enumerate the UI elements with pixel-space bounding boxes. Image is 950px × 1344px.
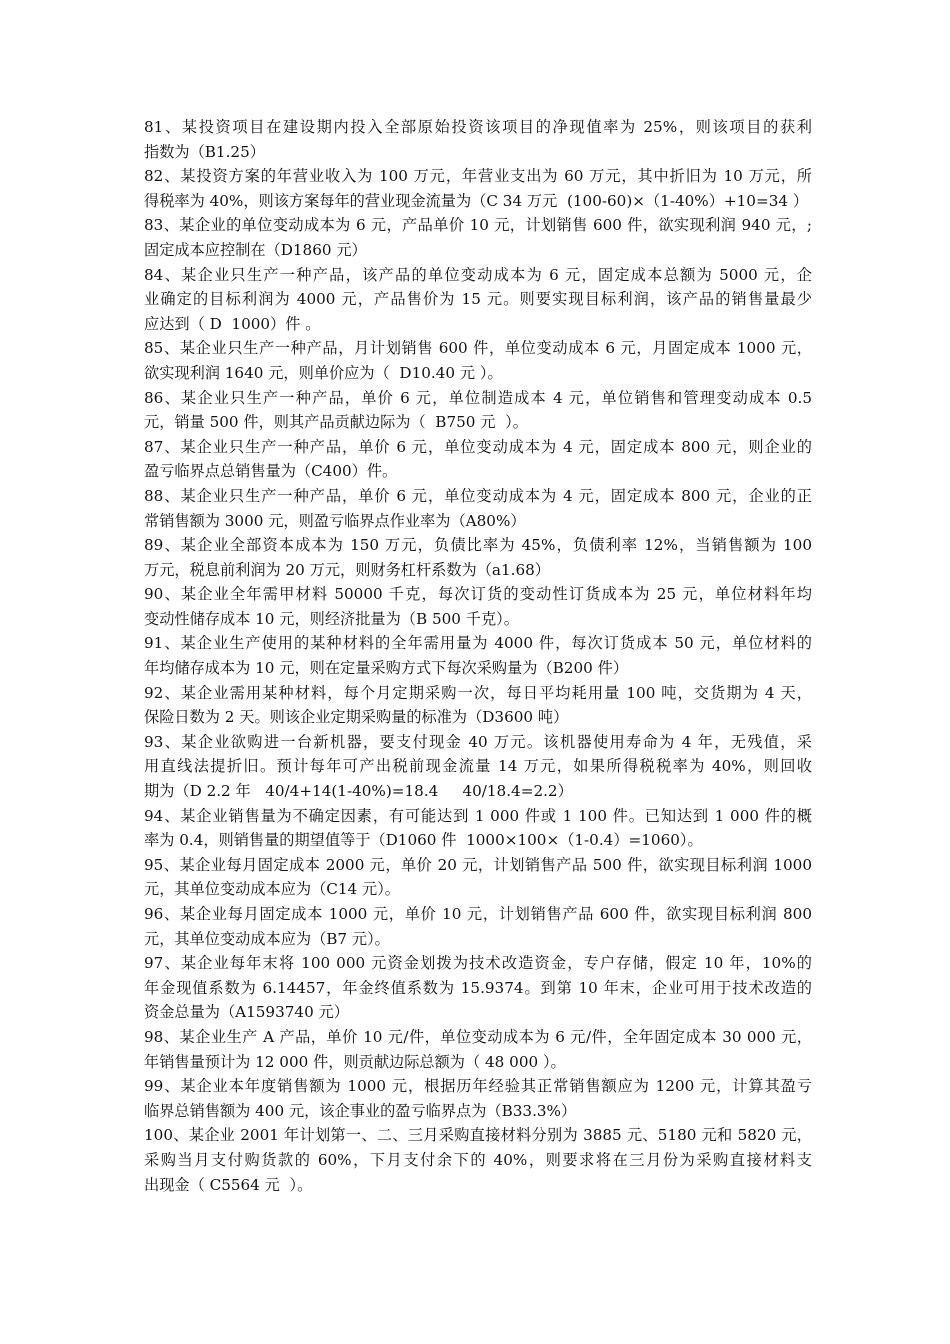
question-line: 得税率为 40%，则该方案每年的营业现金流量为（C 34 万元 (100-60)×（1-40%）+10=34 ） xyxy=(144,191,809,210)
question-line: 82、某投资方案的年营业收入为 100 万元，年营业支出为 60 万元，其中折旧为 10 万元，所 xyxy=(144,167,812,186)
question-line: 100、某企业 2001 年计划第一、二、三月采购直接材料分别为 3885 元、5180 元和 5820 元， xyxy=(144,1126,812,1145)
question-line: 指数为（B1.25） xyxy=(144,142,265,161)
question-line: 81、某投资项目在建设期内投入全部原始投资该项目的净现值率为 25%，则该项目的获利 xyxy=(144,118,812,136)
question-line: 91、某企业生产使用的某种材料的全年需用量为 4000 件，每次订货成本 50 元，单位材料的 xyxy=(144,634,812,653)
question-98 xyxy=(144,1025,812,1074)
question-line: 用直线法提折旧。预计每年可产出税前现金流量 14 万元，如果所得税税率为 40%，则回收 xyxy=(144,757,812,776)
question-line: 保险日数为 2 天。则该企业定期采购量的标准为（D3600 吨） xyxy=(144,708,569,727)
question-line: 87、某企业只生产一种产品，单价 6 元，单位变动成本为 4 元，固定成本 800 元，则企业的 xyxy=(144,437,812,456)
question-line: 变动性储存成本 10 元，则经济批量为（B 500 千克）。 xyxy=(144,609,519,628)
question-line: 年均储存成本为 10 元，则在定量采购方式下每次采购量为（B200 件） xyxy=(144,659,629,678)
question-line: 89、某企业全部资本成本为 150 万元，负债比率为 45%，负债利率 12%，当销售额为 100 xyxy=(144,536,812,555)
question-94 xyxy=(144,804,812,853)
question-91 xyxy=(144,631,812,680)
question-line: 欲实现利润 1640 元，则单价应为（ D10.40 元 ）。 xyxy=(144,363,503,382)
question-line: 88、某企业只生产一种产品，单价 6 元，单位变动成本为 4 元，固定成本 800 元，企业的正 xyxy=(144,486,812,505)
question-line: 85、某企业只生产一种产品，月计划销售 600 件，单位变动成本 6 元，月固定成本 1000 元， xyxy=(144,339,812,358)
question-line: 90、某企业全年需甲材料 50000 千克，每次订货的变动性订货成本为 25 元，单位材料年均 xyxy=(144,585,812,604)
question-97 xyxy=(144,951,812,1025)
question-88 xyxy=(144,484,812,533)
question-line: 出现金（ C5564 元 ）。 xyxy=(144,1175,313,1194)
question-99 xyxy=(144,1074,812,1123)
question-line: 年金现值系数为 6.14457，年金终值系数为 15.9374。到第 10 年末，企业可用于技术改造的 xyxy=(144,978,812,997)
question-line: 84、某企业只生产一种产品，该产品的单位变动成本为 6 元，固定成本总额为 5000 元，企 xyxy=(144,265,812,284)
question-line: 元，其单位变动成本应为（B7 元）。 xyxy=(144,929,390,948)
question-line: 应达到（ D 1000）件 。 xyxy=(144,314,321,333)
question-95 xyxy=(144,853,812,902)
question-line: 率为 0.4，则销售量的期望值等于（D1060 件 1000×100×（1-0.4）=1060）。 xyxy=(144,831,703,850)
question-89 xyxy=(144,533,812,582)
question-line: 临界总销售额为 400 元，该企事业的盈亏临界点为（B33.3%） xyxy=(144,1101,577,1120)
question-line: 99、某企业本年度销售额为 1000 元，根据历年经验其正常销售额应为 1200 元，计算其盈亏 xyxy=(144,1077,812,1096)
question-line: 元，销量 500 件，则其产品贡献边际为（ B750 元 ）。 xyxy=(144,413,528,432)
question-line: 采购当月支付购货款的 60%，下月支付余下的 40%，则要求将在三月份为采购直接材料支 xyxy=(144,1150,812,1169)
document-page xyxy=(144,115,812,1197)
question-81 xyxy=(144,115,812,164)
question-line: 盈亏临界点总销售量为（C400）件。 xyxy=(144,462,398,481)
question-line: 95、某企业每月固定成本 2000 元，单价 20 元，计划销售产品 500 件，欲实现目标利润 1000 xyxy=(144,855,812,874)
question-line: 83、某企业的单位变动成本为 6 元，产品单价 10 元，计划销售 600 件，欲实现利润 940 元，; xyxy=(144,216,812,235)
question-line: 86、某企业只生产一种产品，单价 6 元，单位制造成本 4 元，单位销售和管理变动成本 0.5 xyxy=(144,388,812,407)
question-83 xyxy=(144,213,812,262)
question-100 xyxy=(144,1123,812,1197)
question-line: 固定成本应控制在（D1860 元） xyxy=(144,240,367,259)
question-92 xyxy=(144,681,812,730)
question-96 xyxy=(144,902,812,951)
question-line: 93、某企业欲购进一台新机器，要支付现金 40 万元。该机器使用寿命为 4 年，无残值，采 xyxy=(144,732,812,751)
question-line: 97、某企业每年末将 100 000 元资金划拨为技术改造资金，专户存储，假定 10 年，10%的 xyxy=(144,954,812,973)
question-line: 94、某企业销售量为不确定因素，有可能达到 1 000 件或 1 100 件。已知达到 1 000 件的概 xyxy=(144,806,812,825)
question-line: 万元，税息前利润为 20 万元，则财务杠杆系数为（a1.68） xyxy=(144,560,550,579)
question-line: 96、某企业每月固定成本 1000 元，单价 10 元，计划销售产品 600 件，欲实现目标利润 800 xyxy=(144,905,812,923)
question-line: 98、某企业生产 A 产品，单价 10 元/件，单位变动成本为 6 元/件，全年固定成本 30 000 元， xyxy=(144,1027,812,1046)
question-90 xyxy=(144,582,812,631)
question-93 xyxy=(144,730,812,804)
question-86 xyxy=(144,386,812,435)
question-line: 年销售量预计为 12 000 件，则贡献边际总额为（ 48 000 ）。 xyxy=(144,1052,566,1071)
question-line: 92、某企业需用某种材料，每个月定期采购一次，每日平均耗用量 100 吨，交货期为 4 天， xyxy=(144,683,812,702)
question-line: 常销售额为 3000 元，则盈亏临界点作业率为（A80%） xyxy=(144,511,526,530)
question-82 xyxy=(144,164,812,213)
question-84 xyxy=(144,263,812,337)
question-85 xyxy=(144,336,812,385)
question-line: 业确定的目标利润为 4000 元，产品售价为 15 元。则要实现目标利润，该产品的销售量最少 xyxy=(144,290,812,309)
question-line: 资金总量为（A1593740 元） xyxy=(144,1003,349,1022)
question-87 xyxy=(144,435,812,484)
question-line: 元，其单位变动成本应为（C14 元）。 xyxy=(144,880,400,899)
question-line: 期为（D 2.2 年 40/4+14(1-40%)=18.4 40/18.4=2.2） xyxy=(144,782,573,801)
